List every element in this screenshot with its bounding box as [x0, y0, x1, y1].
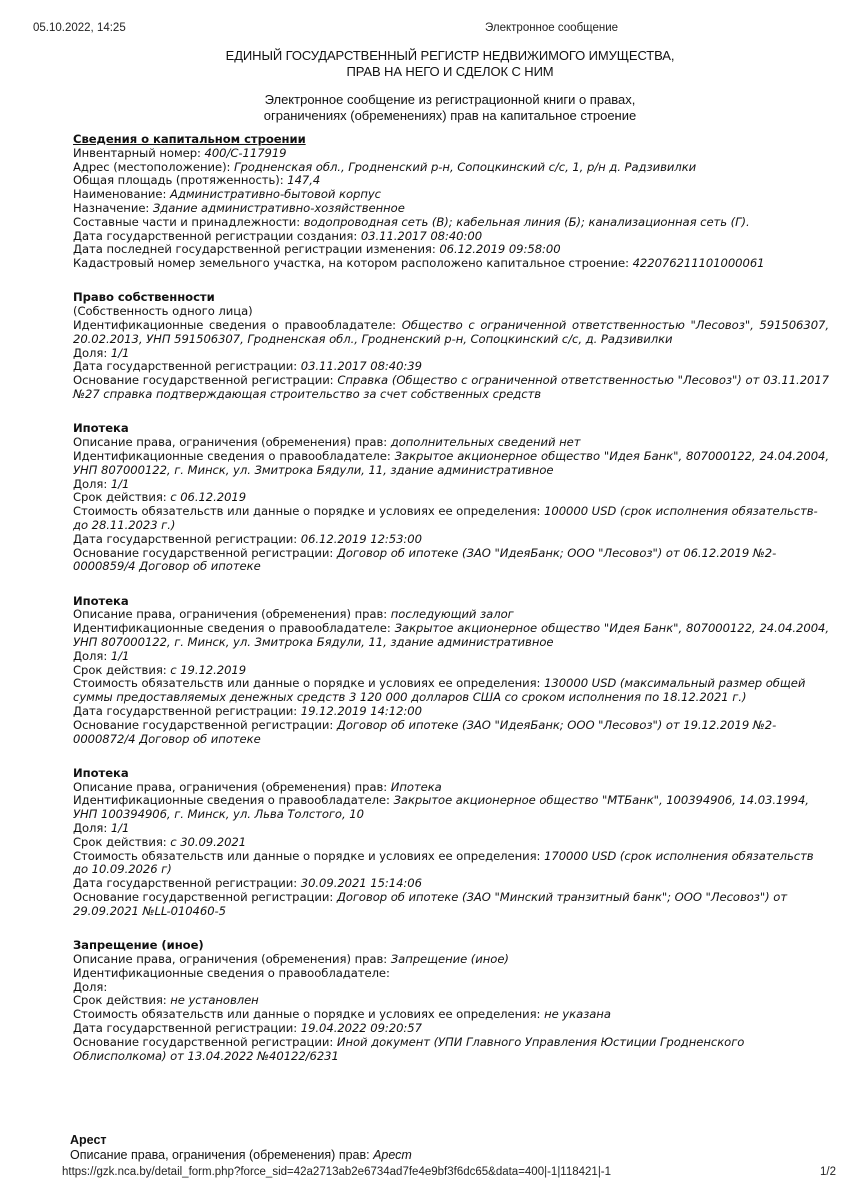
field-value: Иной документ (УПИ Главного Управления Юстиции Гродненского Облисполкома) от 13.04.2022 №40122/6231 — [73, 1034, 745, 1063]
term-field — [73, 491, 829, 505]
field-label: Основание государственной регистрации: — [73, 545, 337, 560]
field-value: 100000 USD (срок исполнения обязательств- до 28.11.2023 г.) — [73, 504, 818, 532]
field-value: 19.04.2022 09:20:57 — [300, 1020, 422, 1035]
field-value: Арест — [373, 1148, 412, 1162]
arrest-title: Арест — [70, 1133, 107, 1147]
field-label: Наименование: — [73, 187, 170, 202]
holder-field — [73, 967, 829, 981]
cost-field — [73, 505, 829, 533]
basis-field — [73, 719, 829, 747]
building-section — [73, 133, 829, 271]
field-label: Срок действия: — [73, 834, 171, 849]
field-value: 06.12.2019 12:53:00 — [300, 531, 422, 546]
components-field — [73, 216, 829, 230]
share-field — [73, 981, 829, 995]
field-label: Срок действия: — [73, 662, 171, 677]
field-value: Запрещение (иное) — [390, 951, 509, 966]
field-value: 1/1 — [110, 821, 130, 836]
document-body — [73, 133, 829, 1084]
encumbrance-section-mortgage-3 — [73, 767, 829, 919]
document-title-line2: ПРАВ НА НЕГО И СДЕЛОК С НИМ — [346, 64, 554, 79]
description-field — [73, 953, 829, 967]
encumbrance-title: Ипотека — [73, 421, 129, 436]
field-value: Здание административно-хозяйственное — [152, 200, 405, 215]
field-value: последующий залог — [390, 607, 514, 622]
share-field — [73, 650, 829, 664]
purpose-field — [73, 202, 829, 216]
field-label: Составные части и принадлежности: — [73, 214, 304, 229]
field-value: 1/1 — [110, 345, 130, 360]
building-section-title: Сведения о капитальном строении — [73, 132, 306, 146]
field-label: Дата государственной регистрации создания: — [73, 228, 361, 243]
cost-field — [73, 677, 829, 705]
field-label: Доля: — [73, 476, 111, 491]
basis-field — [73, 374, 829, 402]
reg-date-field — [73, 877, 829, 891]
field-label: Описание права, ограничения (обременения) прав: — [73, 607, 391, 622]
field-value: Договор об ипотеке (ЗАО "Минский транзитный банк"; ООО "Лесовоз") от 29.09.2021 №LL-010460-5 — [73, 890, 788, 918]
field-value: Договор об ипотеке (ЗАО "ИдеяБанк; ООО "Лесовоз") от 19.12.2019 №2-0000872/4 Договор об ипотеке — [73, 717, 777, 746]
field-label: Идентификационные сведения о правообладателе: — [73, 965, 390, 980]
field-label: Дата государственной регистрации: — [73, 1020, 301, 1035]
field-value: Закрытое акционерное общество "Идея Банк", 807000122, 24.04.2004, УНП 807000122, г. Минск, ул. Змитрока Бядули, 11, здание административное — [73, 448, 829, 477]
encumbrance-section-mortgage-2 — [73, 595, 829, 747]
field-value: 19.12.2019 14:12:00 — [300, 703, 422, 718]
field-value: 422076211101000061 — [632, 256, 765, 271]
basis-field — [73, 547, 829, 575]
field-value: 400/С-117919 — [204, 145, 287, 160]
field-label: Доля: — [73, 821, 111, 836]
cadastral-number-field — [73, 257, 829, 271]
field-label: Основание государственной регистрации: — [73, 717, 337, 732]
description-field — [73, 781, 829, 795]
reg-date-field — [73, 360, 829, 374]
field-value: Ипотека — [390, 779, 442, 794]
encumbrance-section-prohibition — [73, 939, 829, 1063]
field-value: Административно-бытовой корпус — [170, 187, 381, 202]
field-label: Дата последней государственной регистрации изменения: — [73, 242, 440, 257]
field-value: Гродненская обл., Гродненский р-н, Сопоцкинский с/с, 1, р/н д. Радзивилки — [234, 159, 697, 174]
encumbrance-title: Ипотека — [73, 593, 129, 608]
field-value: 30.09.2021 15:14:06 — [300, 876, 422, 891]
encumbrance-section-mortgage-1 — [73, 422, 829, 574]
cost-field — [73, 1008, 829, 1022]
field-value: Справка (Общество с ограниченной ответственностью "Лесовоз") от 03.11.2017 №27 справка подтверждающая строительство за счет собственных средств — [73, 373, 829, 402]
field-label: Доля: — [73, 345, 111, 360]
field-label: Стоимость обязательств или данные о порядке и условиях ее определения: — [73, 848, 545, 863]
name-field — [73, 188, 829, 202]
field-label: Срок действия: — [73, 490, 171, 505]
cost-field — [73, 850, 829, 878]
holder-field — [73, 622, 829, 650]
field-value: 1/1 — [110, 476, 130, 491]
field-value: не установлен — [170, 993, 259, 1008]
field-value: 06.12.2019 09:58:00 — [439, 242, 561, 257]
reg-date-field — [73, 533, 829, 547]
field-value: 147,4 — [287, 173, 321, 188]
ownership-type: (Собственность одного лица) — [73, 304, 253, 319]
field-label: Адрес (местоположение): — [73, 159, 235, 174]
field-label: Срок действия: — [73, 993, 171, 1008]
term-field — [73, 994, 829, 1008]
share-field — [73, 822, 829, 836]
document-title-line1: ЕДИНЫЙ ГОСУДАРСТВЕННЫЙ РЕГИСТР НЕДВИЖИМОГО ИМУЩЕСТВА, — [225, 48, 675, 63]
share-field — [73, 347, 829, 361]
document-title — [0, 48, 851, 80]
area-field — [73, 174, 829, 188]
creation-reg-date-field — [73, 230, 829, 244]
field-value: 1/1 — [110, 648, 130, 663]
field-value: Общество с ограниченной ответственностью "Лесовоз", 591506307, 20.02.2013, УНП 591506307, Гродненская обл., Гродненский р-н, Сопоцкинский с/с, д. Радзивилки — [73, 318, 829, 346]
basis-field — [73, 891, 829, 919]
document-subtitle-line1: Электронное сообщение из регистрационной книги о правах, — [264, 92, 636, 107]
page-number: 1/2 — [820, 1166, 836, 1178]
field-label: Инвентарный номер: — [73, 145, 205, 160]
field-label: Дата государственной регистрации: — [73, 359, 301, 374]
ownership-section-title: Право собственности — [73, 290, 215, 305]
description-field — [73, 608, 829, 622]
field-label: Идентификационные сведения о правообладателе: — [73, 793, 394, 808]
field-value: дополнительных сведений нет — [390, 435, 581, 450]
field-label: Дата государственной регистрации: — [73, 531, 301, 546]
print-page-title: Электронное сообщение — [485, 22, 619, 34]
field-label: Идентификационные сведения о правообладателе: — [73, 318, 402, 333]
document-subtitle — [0, 92, 851, 124]
address-field — [73, 161, 829, 175]
field-value: Закрытое акционерное общество "МТБанк", 100394906, 14.03.1994, УНП 100394906, г. Минск, ул. Льва Толстого, 10 — [73, 793, 809, 822]
share-field — [73, 478, 829, 492]
reg-date-field — [73, 1022, 829, 1036]
field-label: Доля: — [73, 648, 111, 663]
field-label: Основание государственной регистрации: — [73, 1034, 337, 1049]
field-value: не указана — [544, 1007, 611, 1022]
field-label: Идентификационные сведения о правообладателе: — [73, 621, 395, 636]
holder-field — [73, 319, 829, 347]
field-value: с 19.12.2019 — [170, 662, 247, 677]
term-field — [73, 664, 829, 678]
holder-field — [73, 450, 829, 478]
field-value: 03.11.2017 08:40:00 — [360, 228, 483, 243]
field-label: Дата государственной регистрации: — [73, 703, 301, 718]
document-subtitle-line2: ограничениях (обременениях) прав на капитальное строение — [263, 108, 637, 123]
field-label: Стоимость обязательств или данные о порядке и условиях ее определения: — [73, 676, 545, 691]
field-label: Дата государственной регистрации: — [73, 876, 301, 891]
holder-field — [73, 794, 829, 822]
field-label: Описание права, ограничения (обременения) прав: — [73, 779, 391, 794]
inventory-number-field — [73, 147, 829, 161]
field-label: Описание права, ограничения (обременения) прав: — [73, 435, 391, 450]
field-value: с 30.09.2021 — [170, 834, 247, 849]
encumbrance-title: Ипотека — [73, 765, 129, 780]
arrest-section — [70, 1133, 830, 1163]
description-field — [70, 1148, 830, 1163]
print-datetime: 05.10.2022, 14:25 — [33, 22, 126, 34]
field-label: Доля: — [73, 979, 108, 994]
basis-field — [73, 1036, 829, 1064]
field-label: Стоимость обязательств или данные о порядке и условиях ее определения: — [73, 1007, 545, 1022]
description-field — [73, 436, 829, 450]
field-label: Описание права, ограничения (обременения) прав: — [70, 1148, 374, 1162]
ownership-section — [73, 291, 829, 401]
field-label: Идентификационные сведения о правообладателе: — [73, 448, 395, 463]
field-value: водопроводная сеть (В); кабельная линия (Б); канализационная сеть (Г). — [303, 214, 750, 229]
last-change-reg-date-field — [73, 243, 829, 257]
field-value: Договор об ипотеке (ЗАО "ИдеяБанк; ООО "Лесовоз") от 06.12.2019 №2-0000859/4 Договор об ипотеке — [73, 545, 777, 574]
field-label: Кадастровый номер земельного участка, на котором расположено капитальное строение: — [73, 256, 633, 271]
reg-date-field — [73, 705, 829, 719]
page-url: https://gzk.nca.by/detail_form.php?force_sid=42a2713ab2e6734ad7fe4e9bf3f6dc65&data=400|-1|118421|-1 — [62, 1166, 612, 1178]
field-label: Основание государственной регистрации: — [73, 373, 338, 388]
field-value: 170000 USD (срок исполнения обязательств до 10.09.2026 г) — [73, 848, 814, 877]
term-field — [73, 836, 829, 850]
field-label: Основание государственной регистрации: — [73, 890, 337, 905]
field-value: с 06.12.2019 — [170, 490, 247, 505]
field-label: Общая площадь (протяженность): — [73, 173, 288, 188]
field-value: 03.11.2017 08:40:39 — [300, 359, 422, 374]
field-value: 130000 USD (максимальный размер общей суммы предоставляемых денежных средств 3 120 000 долларов США со сроком исполнения по 18.12.2021 г.) — [73, 676, 806, 705]
field-label: Назначение: — [73, 200, 153, 215]
field-label: Стоимость обязательств или данные о порядке и условиях ее определения: — [73, 504, 545, 519]
encumbrance-title: Запрещение (иное) — [73, 938, 204, 953]
field-value: Закрытое акционерное общество "Идея Банк", 807000122, 24.04.2004, УНП 807000122, г. Минск, ул. Змитрока Бядули, 11, здание административное — [73, 621, 829, 649]
field-label: Описание права, ограничения (обременения) прав: — [73, 951, 391, 966]
